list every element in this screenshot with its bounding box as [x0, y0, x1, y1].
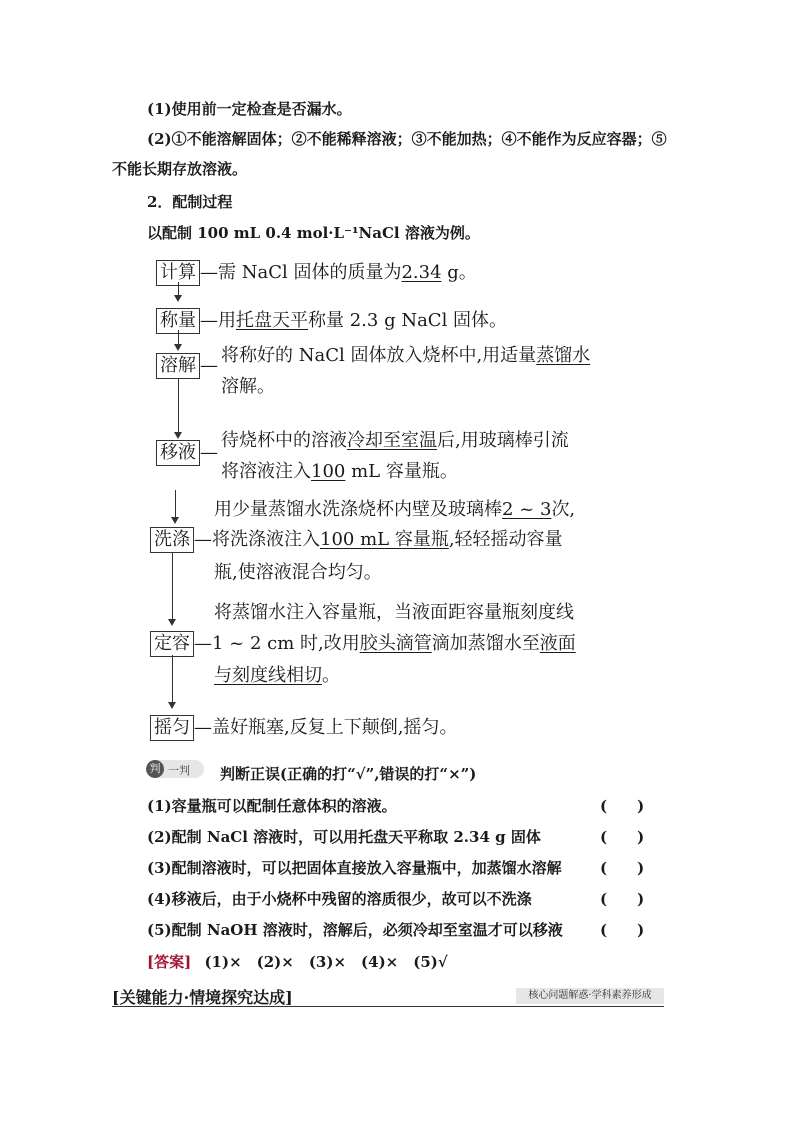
step-transfer-line1: 待烧杯中的溶液冷却至室温后,用玻璃棒引流 [221, 430, 569, 451]
judge-item-4: (4)移液后，由于小烧杯中残留的溶质很少，故可以不洗涤 [147, 890, 532, 908]
step-dissolve-line1: 将称好的 NaCl 固体放入烧杯中,用适量蒸馏水 [221, 345, 591, 366]
judge-item-3: (3)配制溶液时，可以把固体直接放入容量瓶中，加蒸馏水溶解 [147, 859, 562, 877]
footer-tag: 核心问题解惑·学科素养形成 [516, 988, 664, 1004]
note-line-1: (1)使用前一定检查是否漏水。 [147, 100, 352, 118]
step-dissolve-label: 溶解 [156, 353, 200, 379]
step-transfer-line2: 将溶液注入100 mL 容量瓶。 [221, 461, 458, 482]
judge-badge: 判 一判 [146, 760, 204, 778]
step-transfer: 移液 — [156, 440, 218, 466]
answer-blank-4: ( ) [600, 890, 645, 908]
answer-blank-5: ( ) [600, 921, 645, 939]
step-wash-line1: 用少量蒸馏水洗涤烧杯内壁及玻璃棒2 ~ 3次, [214, 499, 576, 520]
judge-item-5: (5)配制 NaOH 溶液时，溶解后，必须冷却至室温才可以移液 [147, 921, 563, 939]
step-shake: 摇匀 —盖好瓶塞,反复上下颠倒,摇匀。 [150, 713, 457, 741]
step-shake-label: 摇匀 [150, 715, 194, 741]
step-finalize: 定容 —1 ~ 2 cm 时,改用胶头滴管滴加蒸馏水至液面 [150, 629, 576, 657]
step-calc-label: 计算 [156, 260, 200, 286]
step-finalize-line3: 与刻度线相切。 [214, 665, 340, 686]
answer-label: [答案] [147, 953, 192, 971]
step-calc: 计算 —需 NaCl 固体的质量为2.34 g。 [156, 258, 477, 286]
section-title: 2．配制过程 [147, 193, 233, 211]
answer-text: (1)× (2)× (3)× (4)× (5)√ [204, 953, 448, 971]
step-weigh: 称量 —用托盘天平称量 2.3 g NaCl 固体。 [156, 306, 507, 334]
judge-item-2: (2)配制 NaCl 溶液时，可以用托盘天平称取 2.34 g 固体 [147, 828, 541, 846]
step-finalize-label: 定容 [150, 631, 194, 657]
answer-blank-1: ( ) [600, 797, 645, 815]
section-intro: 以配制 100 mL 0.4 mol·L⁻¹NaCl 溶液为例。 [147, 224, 480, 242]
step-dissolve-line2: 溶解。 [221, 376, 275, 397]
answer-row [147, 951, 448, 972]
step-wash-label: 洗涤 [150, 527, 194, 553]
step-wash-line3: 瓶,使溶液混合均匀。 [214, 562, 382, 583]
step-transfer-label: 移液 [156, 440, 200, 466]
step-wash: 洗涤 —将洗涤液注入100 mL 容量瓶,轻轻摇动容量 [150, 525, 563, 553]
step-weigh-label: 称量 [156, 308, 200, 334]
judge-item-1: (1)容量瓶可以配制任意体积的溶液。 [147, 797, 397, 815]
footer-heading: [关键能力·情境探究达成] [112, 988, 293, 1007]
footer-rule [112, 1006, 664, 1007]
answer-blank-2: ( ) [600, 828, 645, 846]
note-line-2: (2)①不能溶解固体；②不能稀释溶液；③不能加热；④不能作为反应容器；⑤ [147, 130, 667, 148]
judge-title: 判断正误(正确的打“√”,错误的打“×”) [220, 765, 477, 783]
answer-blank-3: ( ) [600, 859, 645, 877]
step-finalize-line1: 将蒸馏水注入容量瓶，当液面距容量瓶刻度线 [214, 602, 574, 623]
step-dissolve: 溶解 — [156, 353, 218, 379]
note-line-3: 不能长期存放溶液。 [112, 160, 248, 178]
